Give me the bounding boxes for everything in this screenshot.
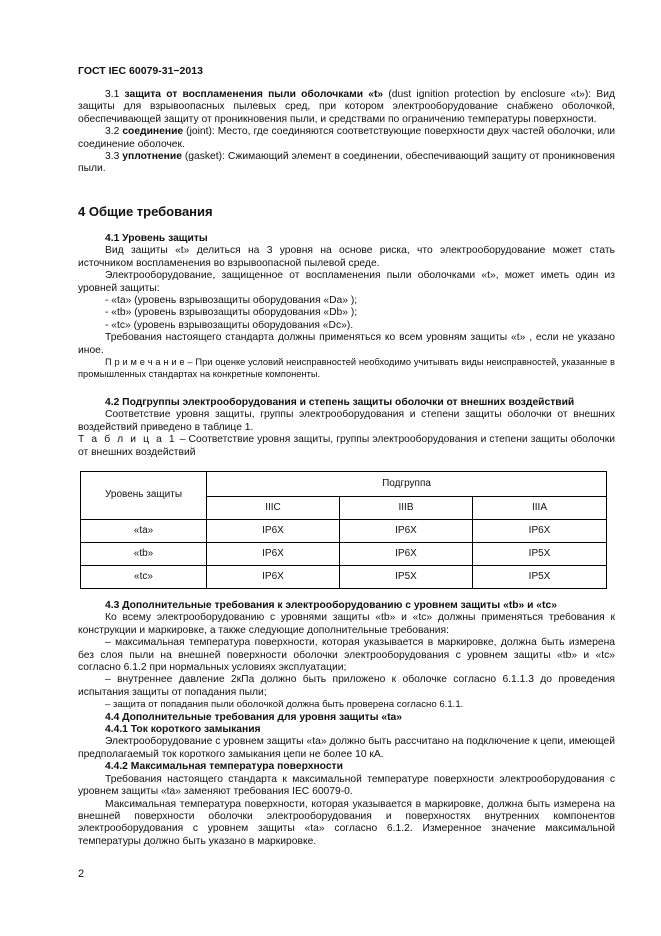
definition-3-2: 3.2 соединение (joint): Место, где соединяются соответствующие поверхности двух частей оболочки, или соединение оболочек. — [78, 126, 615, 150]
table-1 — [80, 471, 607, 589]
definitions-block — [78, 89, 615, 176]
note: П р и м е ч а н и е – При оценке условий неисправностей необходимо учитывать виды неисправностей, указанные в промышленных стандартах на конкретные компоненты. — [78, 357, 615, 379]
document-header: ГОСТ IEC 60079-31−2013 — [78, 65, 203, 77]
section-4-3-paragraph-4: – защита от попадания пыли оболочкой должна быть проверена согласно 6.1.1. — [105, 699, 464, 711]
section-4-3-paragraph-2: – максимальная температура поверхности, которая указывается в маркировке, должна быть измерена без слоя пыли на внешней поверхности оболочки электрооборудования с уровнем защиты «tb» и «tc» согласно 6.1.2 при нормальных условиях эксплуатации; — [78, 637, 615, 674]
section-4-4-2-title: 4.4.2 Максимальная температура поверхности — [105, 761, 343, 773]
term-joint: соединение — [122, 126, 184, 138]
level-list-item: - «tb» (уровень взрывозащиты оборудования «Db» ); — [105, 307, 358, 319]
term-enclosure-protection: защита от воспламенения пыли оболочками «t» — [124, 89, 384, 100]
table-subgroup-header: IIIC — [207, 497, 340, 520]
table-row — [81, 520, 607, 543]
section-4-1 — [78, 233, 615, 380]
section-4-4-1-title: 4.4.1 Ток короткого замыкания — [105, 724, 261, 736]
section-4-4-2-paragraph-2: Максимальная температура поверхности, которая указывается в маркировке, должна быть измерена на внешней поверхности оболочки электрооборудования и поверхностях внутренних компонентов электрооборудования с уровнем защиты «ta» согласно 6.1.2. Измеренное значение максимальной температуры должно быть указано в маркировке. — [78, 798, 615, 847]
section-4-1-paragraph-1: Вид защиты «t» делиться на 3 уровня на основе риска, что электрооборудование может стать источником воспламенения во взрывоопасной пылевой среде. — [78, 245, 615, 269]
level-list-item: - «tc» (уровень взрывозащиты оборудования «Dc»). — [105, 319, 354, 331]
table-cell: «ta» — [81, 520, 207, 543]
table-cell: «tc» — [81, 566, 207, 589]
table-header-subgroup: Подгруппа — [207, 472, 607, 497]
table-cell: «tb» — [81, 543, 207, 566]
section-4-2-title: 4.2 Подгруппы электрооборудования и степень защиты оболочки от внешних воздействий — [105, 397, 575, 408]
section-4-title-block — [78, 206, 615, 218]
level-list-item: - «ta» (уровень взрывозащиты оборудования «Da» ); — [105, 295, 358, 307]
table-cell: IP5X — [340, 566, 473, 589]
table-cell: IP6X — [473, 520, 607, 543]
section-4-3-paragraph-1: Ко всему электрооборудованию с уровнями защиты «tb» и «tc» должны применяться требования к конструкции и маркировке, а также следующие дополнительные требования: — [78, 612, 615, 636]
table-row — [81, 543, 607, 566]
section-4-2 — [78, 397, 615, 459]
section-4-3-paragraph-3: – внутреннее давление 2кПа должно быть приложено к оболочке согласно 6.1.1.3 до проведения испытания защиты от попадания пыли; — [78, 674, 615, 698]
term-gasket: уплотнение — [122, 151, 182, 163]
section-4-3 — [78, 600, 615, 848]
table-caption: Т а б л и ц а 1 – Соответствие уровня защиты, группы электрооборудования и степени защиты оболочки от внешних воздействий — [78, 434, 615, 458]
table-subgroup-header: IIIA — [473, 497, 607, 520]
section-4-3-title: 4.3 Дополнительные требования к электрооборудованию с уровнем защиты «tb» и «tc» — [105, 600, 557, 611]
table-cell: IP6X — [207, 566, 340, 589]
table-subgroup-header: IIIB — [340, 497, 473, 520]
section-4-1-paragraph-3: Требования настоящего стандарта должны применяться ко всем уровням защиты «t» , если не указано иное. — [78, 332, 615, 356]
table-row — [81, 566, 607, 589]
table-cell: IP6X — [340, 543, 473, 566]
definition-3-3: 3.3 уплотнение (gasket): Сжимающий элемент в соединении, обеспечивающий защиту от проникновения пыли. — [78, 151, 615, 175]
section-4-1-paragraph-2: Электрооборудование, защищенное от воспламенения пыли оболочками «t», может иметь один из уровней защиты: — [78, 270, 615, 294]
section-4-1-title: 4.1 Уровень защиты — [105, 233, 208, 244]
section-4-title: 4 Общие требования — [78, 204, 213, 219]
table-cell: IP5X — [473, 566, 607, 589]
table-header-level: Уровень защиты — [81, 472, 207, 520]
section-4-4-1-paragraph: Электрооборудование с уровнем защиты «ta» должно быть рассчитано на подключение к цепи, имеющей предполагаемый ток короткого замыкания цепи не более 10 кА. — [78, 736, 615, 760]
section-4-2-paragraph: Соответствие уровня защиты, группы электрооборудования и степени защиты оболочки от внешних воздействий приведено в таблице 1. — [78, 409, 615, 433]
table-cell: IP6X — [207, 543, 340, 566]
table-cell: IP6X — [340, 520, 473, 543]
table-cell: IP5X — [473, 543, 607, 566]
page-number: 2 — [78, 868, 85, 880]
table-cell: IP6X — [207, 520, 340, 543]
section-4-4-2-paragraph-1: Требования настоящего стандарта к максимальной температуре поверхности электрооборудования с уровнем защиты «ta» заменяют требования IEC 60079-0. — [78, 773, 615, 798]
section-4-4-title: 4.4 Дополнительные требования для уровня защиты «ta» — [105, 711, 402, 723]
definition-3-1: 3.1 защита от воспламенения пыли оболочками «t» (dust ignition protection by enclosure «t»): Вид защиты для взрывоопасных пылевых сред, при котором электрооборудование снабжено оболочкой, обеспечивающей защиту от проникновения пыли, и средствами по ограничению температуры поверхности. — [78, 89, 615, 125]
